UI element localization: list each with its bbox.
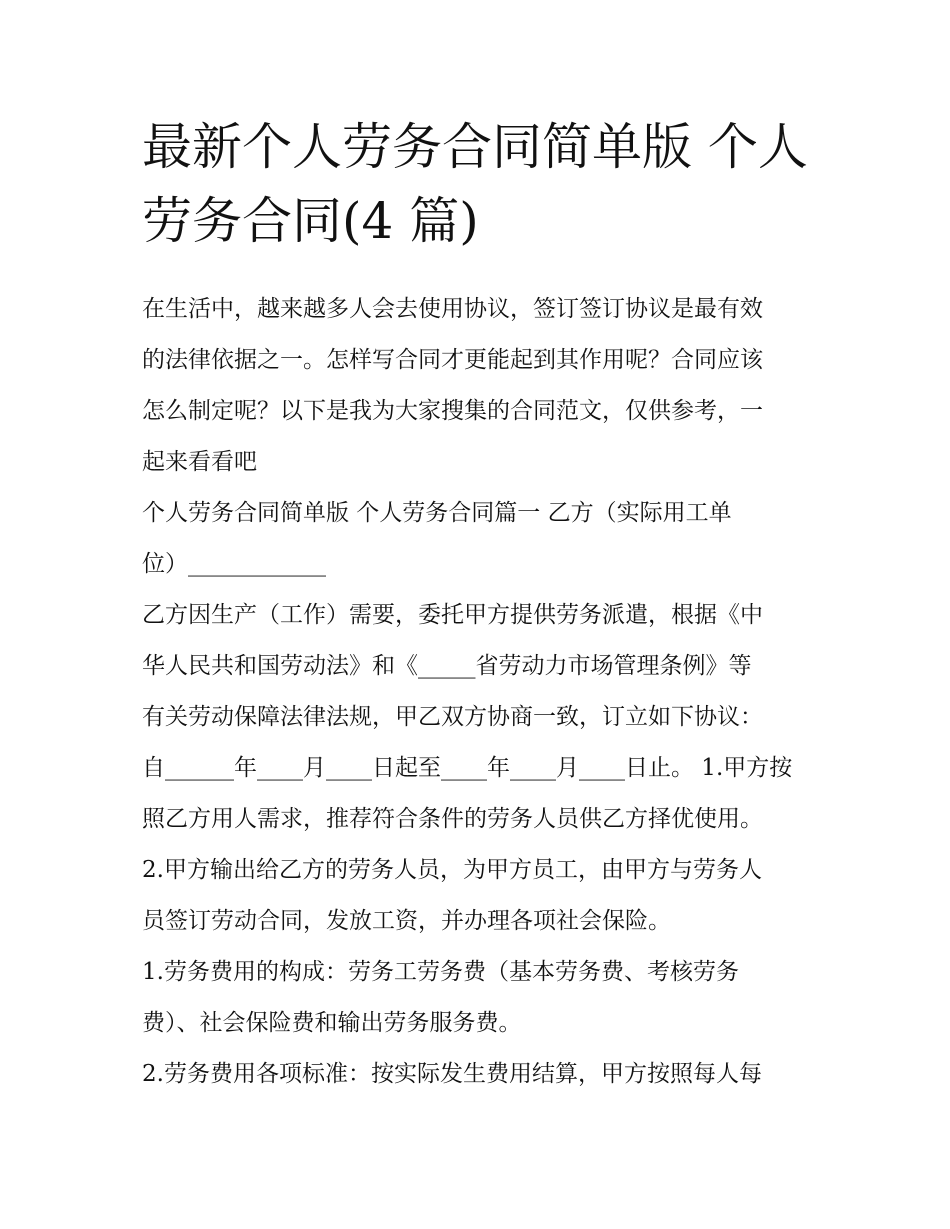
text-line: 起来看看吧 — [142, 449, 257, 475]
text-line: 员签订劳动合同，发放工资，并办理各项社会保险。 — [142, 908, 671, 934]
text-line: 怎么制定呢？以下是我为大家搜集的合同范文，仅供参考，一 — [142, 398, 763, 424]
text-line: 在生活中，越来越多人会去使用协议，签订签订协议是最有效 — [142, 296, 763, 322]
title-line: 最新个人劳务合同简单版 个人 — [142, 118, 808, 176]
text-line: 华人民共和国劳动法》和《_____省劳动力市场管理条例》等 — [142, 653, 752, 679]
text-line: 费）、社会保险费和输出劳务服务费。 — [142, 1010, 522, 1036]
text-line: 1.劳务费用的构成：劳务工劳务费（基本劳务费、考核劳务 — [142, 959, 739, 985]
document-body — [142, 284, 822, 1100]
text-line: 个人劳务合同简单版 个人劳务合同篇一 乙方（实际用工单 — [142, 500, 732, 526]
title-line: 劳务合同(4 篇) — [142, 192, 479, 250]
document-title — [142, 110, 822, 258]
document-page — [142, 110, 822, 1100]
text-line: 2.甲方输出给乙方的劳务人员，为甲方员工，由甲方与劳务人 — [142, 857, 762, 883]
text-line: 有关劳动保障法律法规，甲乙双方协商一致，订立如下协议： — [142, 704, 763, 730]
fee-standard-paragraph — [142, 1049, 822, 1100]
text-line: 的法律依据之一。怎样写合同才更能起到其作用呢？合同应该 — [142, 347, 763, 373]
text-line: 自______年____月____日起至____年____月____日止。 1.甲方按 — [142, 755, 793, 781]
text-line: 乙方因生产（工作）需要，委托甲方提供劳务派遣，根据《中 — [142, 602, 763, 628]
text-line: 位）____________ — [142, 551, 326, 577]
section-heading-paragraph — [142, 488, 822, 590]
text-line: 照乙方用人需求，推荐符合条件的劳务人员供乙方择优使用。 — [142, 806, 763, 832]
text-line: 2.劳务费用各项标准：按实际发生费用结算，甲方按照每人每 — [142, 1061, 762, 1087]
intro-paragraph — [142, 284, 822, 488]
agreement-paragraph — [142, 590, 822, 947]
fee-composition-paragraph — [142, 947, 822, 1049]
